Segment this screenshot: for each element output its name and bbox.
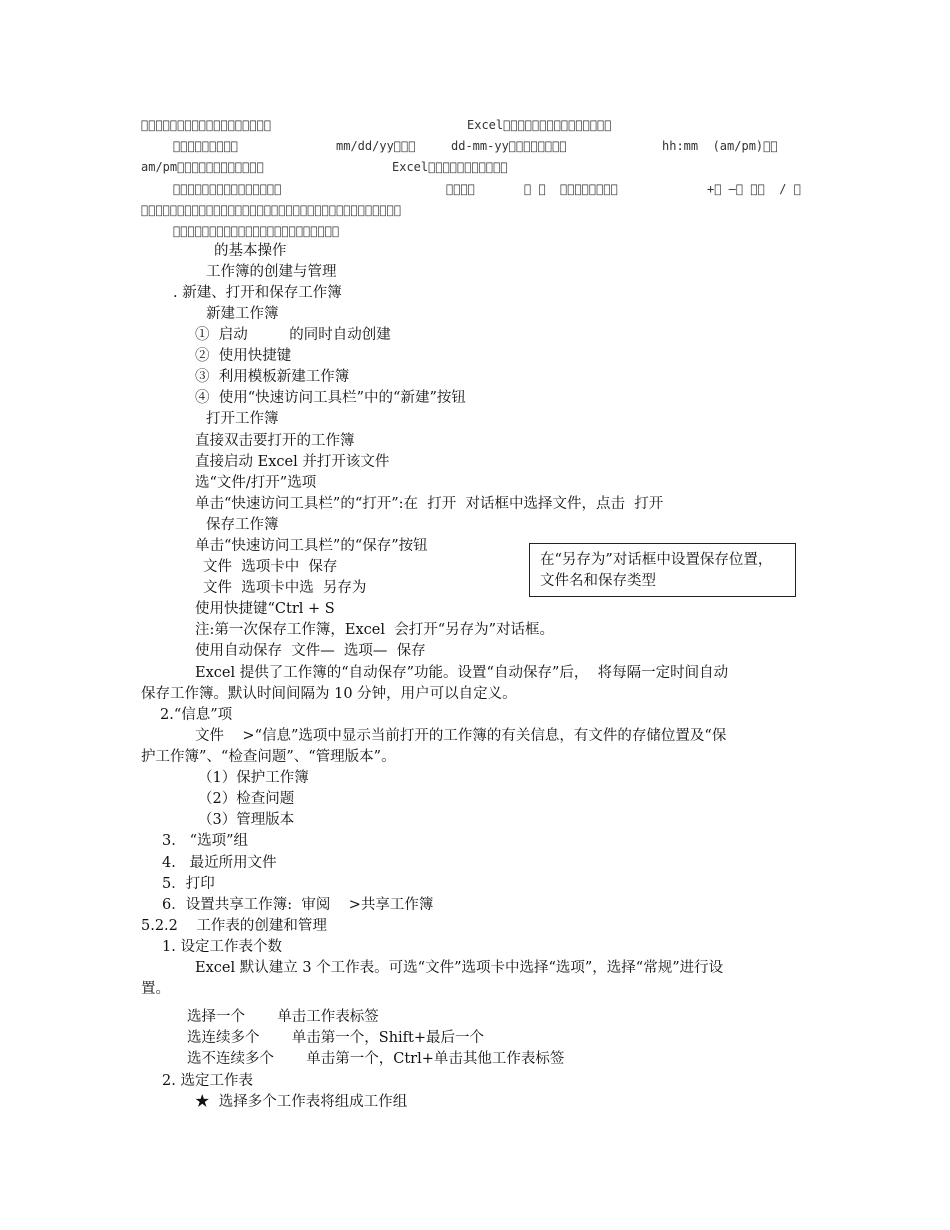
list-item: 文件 选项卡中 保存 [203,559,338,575]
list-item: 选不连续多个 单击第一个，Ctrl+单击其他工作表标签 [187,1051,565,1067]
callout-box: 在“另存为”对话框中设置保存位置，文件名和保存类型 [529,543,796,597]
topic-heading: 保存工作簿 [206,517,279,533]
list-item: （1）保护工作簿 [198,770,309,786]
paragraph-line: Excel 提供了工作簿的“自动保存”功能。设置“自动保存”后， 将每隔一定时间自动 [195,665,729,681]
section-heading: 工作簿的创建与管理 [206,264,337,280]
list-item: ④ 使用“快速访问工具栏”中的“新建”按钮 [195,390,466,406]
list-item: ② 使用快捷键 [195,348,292,364]
subsection-heading: 2.“信息”项 [160,707,233,723]
subsection-heading: 1. 设定工作表个数 [162,939,282,955]
subsection-heading: 2. 选定工作表 [162,1073,253,1089]
garbled-line: hh:mm (am/pm)􏰀􏰁 [662,139,778,153]
paragraph-line: 保存工作簿。默认时间间隔为 10 分钟，用户可以自定义。 [141,686,517,702]
list-item: 直接启动 Excel 并打开该文件 [195,454,390,470]
garbled-line: 􏰀􏰁􏰂􏰃 [446,182,475,196]
subsection-heading: 6．设置共享工作簿: 审阅 >共享工作簿 [162,897,434,913]
garbled-line: 􏰀􏰁􏰂􏰃􏰄􏰅􏰆􏰇􏰈 [173,139,239,153]
list-item: 单击“快速访问工具栏”的“打开”:在 打开 对话框中选择文件，点击 打开 [195,496,664,512]
list-item: 使用自动保存 文件— 选项— 保存 [195,643,426,659]
paragraph-line: 文件 >“信息”选项中显示当前打开的工作簿的有关信息，有文件的存储位置及“保 [195,728,727,744]
paragraph-line: Excel 默认建立 3 个工作表。可选“文件”选项卡中选择“选项”，选择“常规”进行设 [195,960,724,976]
paragraph-line: 置。 [141,981,170,997]
garbled-line: 􏰀􏰁􏰂􏰃􏰄􏰅􏰆􏰇􏰈􏰉􏰊􏰋􏰌􏰍􏰎􏰏􏰐􏰑􏰒􏰓􏰔􏰕􏰖 [173,224,340,238]
list-item: （3）管理版本 [198,812,295,828]
list-item: 文件 选项卡中选 另存为 [203,580,367,596]
subsection-heading: 5．打印 [162,876,215,892]
garbled-line: Excel􏰀􏰁􏰂􏰃􏰄􏰅􏰆􏰇􏰈􏰉􏰊􏰋􏰌􏰍􏰎 [467,118,612,132]
garbled-line: +􏰀 –􏰁 􏰂􏰃 / 􏰄 [707,182,801,196]
star-bullet-item: ★ 选择多个工作表将组成工作组 [195,1094,408,1110]
list-item: 选择一个 单击工作表标签 [187,1009,379,1025]
garbled-line: 􏰀􏰁􏰂􏰃􏰄􏰅􏰆􏰇􏰈􏰉􏰊􏰋􏰌􏰍􏰎􏰏􏰐􏰑􏰒􏰓􏰔􏰕􏰖􏰗􏰘􏰙􏰚􏰛􏰜􏰝􏰞􏰟􏰠􏰡􏰢􏰣 [141,203,402,217]
list-item: ③ 利用模板新建工作簿 [195,369,350,385]
garbled-line: 􏰀􏰁􏰂􏰃􏰄􏰅􏰆􏰇 [560,182,618,196]
subsection-heading: 3. “选项”组 [162,833,248,849]
garbled-line: 􏰀 􏰁 [524,182,546,196]
list-item: 直接双击要打开的工作簿 [195,433,355,449]
subsection-heading: . 新建、打开和保存工作簿 [173,285,342,301]
garbled-line: 􏰀􏰁􏰂􏰃􏰄􏰅􏰆􏰇􏰈􏰉􏰊􏰋􏰌􏰍􏰎 [173,182,282,196]
list-item: （2）检查问题 [198,791,295,807]
list-item: ① 启动 的同时自动创建 [195,327,391,343]
list-item: 单击“快速访问工具栏”的“保存”按钮 [195,538,428,554]
subsection-heading: 4. 最近所用文件 [162,855,277,871]
topic-heading: 打开工作簿 [206,411,279,427]
list-item: 使用快捷键“Ctrl + S [195,601,335,617]
paragraph-line: 护工作簿”、“检查问题”、“管理版本”。 [141,749,396,765]
garbled-line: Excel􏰀􏰁􏰂􏰃􏰄􏰅􏰆􏰇􏰈􏰉􏰊 [392,160,508,174]
garbled-line: dd-mm-yy􏰀􏰁􏰂􏰃􏰄􏰅􏰆􏰇 [451,139,567,153]
note-text: 注:第一次保存工作簿，Excel 会打开“另存为”对话框。 [195,622,555,638]
garbled-line: 􏰀􏰁􏰂􏰃􏰄􏰅􏰆􏰇􏰈􏰉􏰊􏰋􏰌􏰍􏰎􏰏􏰐􏰑 [141,118,272,132]
chapter-heading: 的基本操作 [214,243,287,259]
topic-heading: 新建工作簿 [206,306,279,322]
section-heading: 5.2.2 工作表的创建和管理 [141,918,327,934]
list-item: 选连续多个 单击第一个，Shift+最后一个 [187,1030,485,1046]
garbled-line: mm/dd/yy􏰀􏰁􏰂 [336,139,416,153]
garbled-line: am/pm􏰀􏰁􏰂􏰃􏰄􏰅􏰆􏰇􏰈􏰉􏰊􏰋 [141,160,264,174]
list-item: 选“文件/打开”选项 [195,475,317,491]
